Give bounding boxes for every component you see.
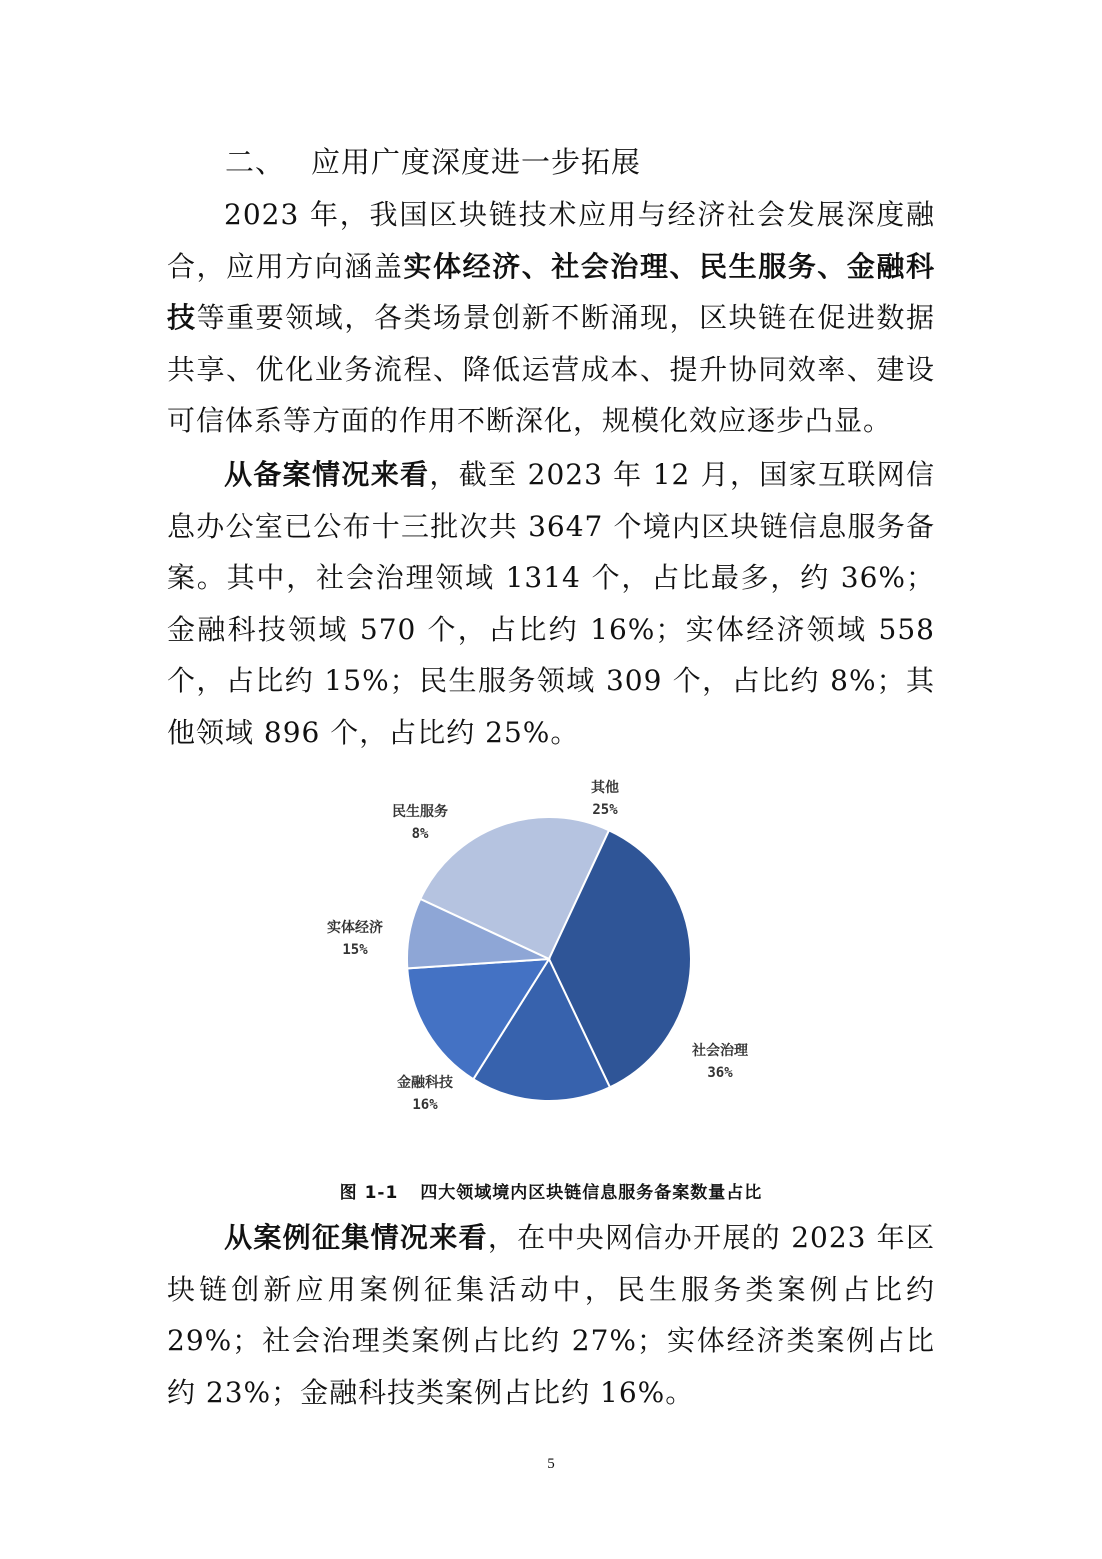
para3-text: ，在中央网信办开展的 2023 年区块链创新应用案例征集活动中，民生服务类案例占比约 29%；社会治理类案例占比约 27%；实体经济类案例占比约 23%；金融科技类案例占比约 16%。 <box>167 1221 935 1409</box>
page-number: 5 <box>547 1456 555 1472</box>
para1-bold-domains: 实体经济、社会治理、民生服务、金融科技 <box>167 249 935 334</box>
pie-label-value-1: 25% <box>592 802 618 818</box>
section-title: 应用广度深度进一步拓展 <box>311 145 642 179</box>
pie-label-name-1: 其他 <box>591 780 619 796</box>
section-heading <box>225 140 641 181</box>
pie-label-name-2: 社会治理 <box>692 1043 748 1059</box>
figure-title: 四大领域境内区块链信息服务备案数量占比 <box>420 1183 763 1203</box>
paragraph-application-overview <box>167 189 935 447</box>
pie-chart-svg <box>300 770 800 1130</box>
pie-label-name-5: 民生服务 <box>392 804 448 820</box>
para2-text: ，截至 2023 年 12 月，国家互联网信息办公室已公布十三批次共 3647 个境内区块链信息服务备案。其中，社会治理领域 1314 个，占比最多，约 36%；金融科技领域 570 个，占比约 16%；实体经济领域 558 个，占比约 15%；民生服务领域 309 个，占比约 8%；其他领域 896 个，占比约 25%。 <box>167 458 935 749</box>
pie-label-value-2: 36% <box>707 1065 733 1081</box>
pie-label-name-3: 金融科技 <box>397 1075 453 1091</box>
pie-label-value-5: 8% <box>411 826 429 842</box>
section-number: 二、 <box>225 145 286 179</box>
para2-bold-lead: 从备案情况来看 <box>224 458 430 491</box>
paragraph-filing-statistics <box>167 449 935 758</box>
paragraph-case-collection <box>167 1212 935 1418</box>
pie-label-name-4: 实体经济 <box>327 920 383 936</box>
pie-label-value-3: 16% <box>412 1097 438 1113</box>
para1-text-start: 2023 年，我国区块链技术应用与经济社会发展深度融合，应用方向涵盖 <box>167 198 935 283</box>
pie-chart <box>300 770 800 1130</box>
para1-text-end: 等重要领域，各类场景创新不断涌现，区块链在促进数据共享、优化业务流程、降低运营成本、提升协同效率、建设可信体系等方面的作用不断深化，规模化效应逐步凸显。 <box>167 301 935 437</box>
para3-bold-lead: 从案例征集情况来看 <box>224 1221 488 1254</box>
figure-number: 图 1-1 <box>339 1183 399 1203</box>
figure-caption <box>0 1178 1102 1203</box>
pie-label-value-4: 15% <box>342 942 368 958</box>
